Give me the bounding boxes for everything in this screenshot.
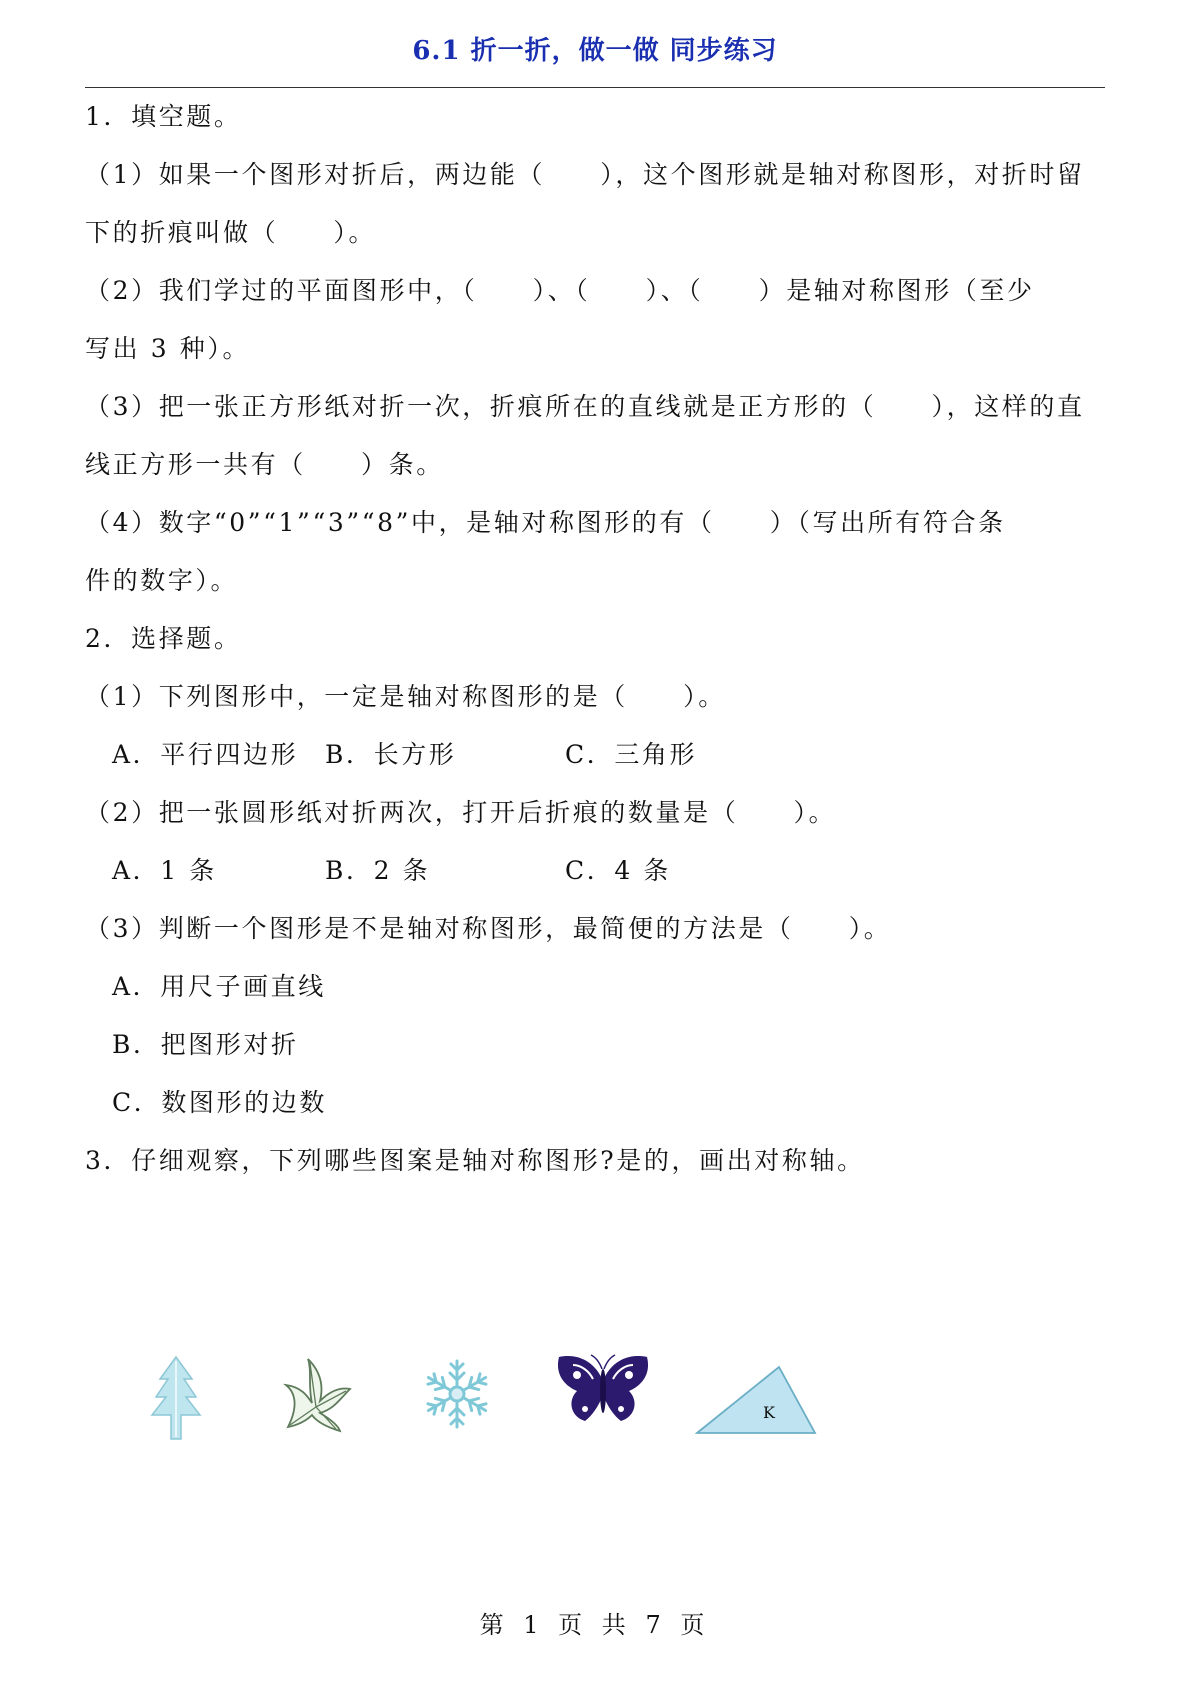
q3-figures bbox=[0, 1355, 1190, 1450]
q2-s1-option-c: C．三角形 bbox=[565, 740, 698, 769]
q2-s2-option-b: B．2 条 bbox=[325, 856, 431, 885]
q1-s4-line2: 件的数字）。 bbox=[85, 566, 239, 595]
title-divider bbox=[85, 87, 1105, 88]
q1-s1-line2: 下的折痕叫做（ ）。 bbox=[85, 218, 377, 247]
page-title: 6.1 折一折，做一做 同步练习 bbox=[412, 36, 778, 66]
q2-s3: （3）判断一个图形是不是轴对称图形，最简便的方法是（ ）。 bbox=[85, 914, 892, 943]
q2-s2: （2）把一张圆形纸对折两次，打开后折痕的数量是（ ）。 bbox=[85, 798, 837, 827]
triangle-icon bbox=[695, 1363, 819, 1435]
q3-heading: 3．仔细观察，下列哪些图案是轴对称图形?是的，画出对称轴。 bbox=[85, 1146, 865, 1175]
tree-icon bbox=[148, 1355, 204, 1441]
q2-s1-option-a: A．平行四边形 bbox=[112, 740, 299, 769]
snowflake-icon bbox=[420, 1357, 494, 1431]
q2-s3-option-c: C．数图形的边数 bbox=[112, 1088, 327, 1117]
triangle-label: K bbox=[763, 1403, 775, 1422]
page-number: 第 1 页 共 7 页 bbox=[479, 1611, 711, 1639]
q2-s2-option-c: C．4 条 bbox=[565, 856, 671, 885]
q1-s4-line1: （4）数字“0”“1”“3”“8”中，是轴对称图形的有（ ）（写出所有符合条 bbox=[85, 508, 1006, 537]
butterfly-icon bbox=[553, 1351, 653, 1431]
q1-s1-line1: （1）如果一个图形对折后，两边能（ ），这个图形就是轴对称图形，对折时留 bbox=[85, 160, 1085, 189]
q1-s2-line2: 写出 3 种）。 bbox=[85, 334, 251, 363]
q2-s2-option-a: A．1 条 bbox=[112, 856, 217, 885]
q1-s3-line2: 线正方形一共有（ ）条。 bbox=[85, 450, 444, 479]
q2-s3-option-a: A．用尺子画直线 bbox=[112, 972, 326, 1001]
q2-s1: （1）下列图形中，一定是轴对称图形的是（ ）。 bbox=[85, 682, 726, 711]
q1-s3-line1: （3）把一张正方形纸对折一次，折痕所在的直线就是正方形的（ ），这样的直 bbox=[85, 392, 1085, 421]
q1-s2-line1: （2）我们学过的平面图形中，（ ）、（ ）、（ ）是轴对称图形（至少 bbox=[85, 276, 1035, 305]
leaf-icon bbox=[278, 1357, 354, 1433]
q2-s1-option-b: B．长方形 bbox=[325, 740, 457, 769]
q2-s3-option-b: B．把图形对折 bbox=[112, 1030, 299, 1059]
q1-heading: 1．填空题。 bbox=[85, 102, 242, 131]
q2-heading: 2．选择题。 bbox=[85, 624, 242, 653]
